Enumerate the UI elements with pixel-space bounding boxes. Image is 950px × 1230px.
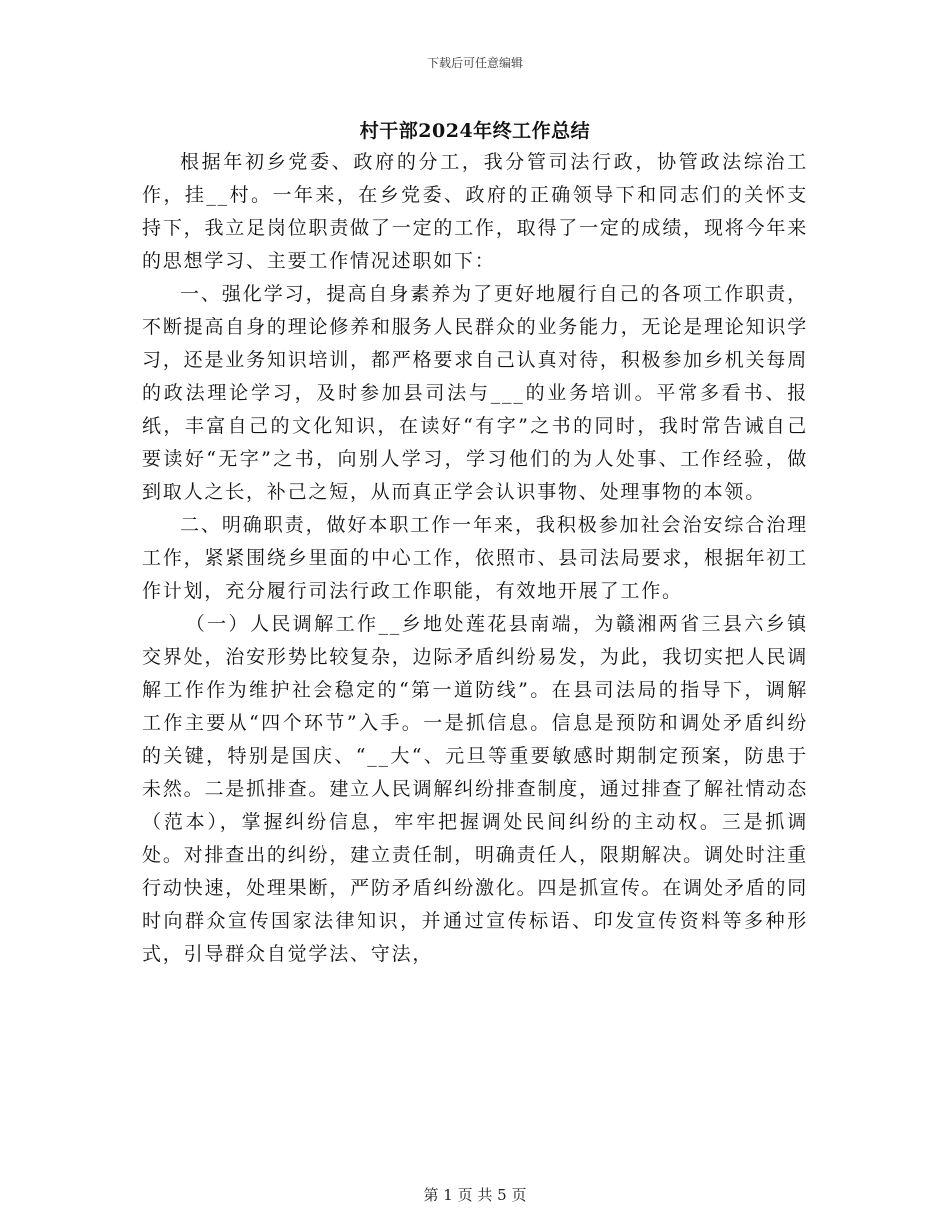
page-header: 下载后可任意编辑 — [426, 56, 523, 70]
paragraph-intro: 根据年初乡党委、政府的分工，我分管司法行政，协管政法综治工作，挂__村。一年来，在乡党委、政府的正确领导下和同志们的关怀支持下，我立足岗位职责做了一定的工作，取得了一定的成绩，现将今年来的思想学习、主要工作情况述职如下： — [142, 151, 808, 272]
document-title: 村干部2024年终工作总结 — [359, 120, 591, 142]
page-footer: 第 1 页 共 5 页 — [423, 1186, 527, 1204]
paragraph-subsection-1: （一）人民调解工作__乡地处莲花县南端，为赣湘两省三县六乡镇交界处，治安形势比较复杂，边际矛盾纠纷易发，为此，我切实把人民调解工作作为维护社会稳定的“第一道防线”。在县司法局的指导下，调解工作主要从“四个环节”入手。一是抓信息。信息是预防和调处矛盾纠纷的关键，特别是国庆、“__大“、元旦等重要敏感时期制定预案，防患于未然。二是抓排查。建立人民调解纠纷排查制度，通过排查了解社情动态（范本），掌握纠纷信息，牢牢把握调处民间纠纷的主动权。三是抓调处。对排查出的纠纷，建立责任制，明确责任人，限期解决。调处时注重行动快速，处理果断，严防矛盾纠纷激化。四是抓宣传。在调处矛盾的同时向群众宣传国家法律知识，并通过宣传标语、印发宣传资料等多种形式，引导群众自觉学法、守法， — [142, 613, 808, 965]
paragraph-section-1: 一、强化学习，提高自身素养为了更好地履行自己的各项工作职责，不断提高自身的理论修养和服务人民群众的业务能力，无论是理论知识学习，还是业务知识培训，都严格要求自己认真对待，积极参加乡机关每周的政法理论学习，及时参加县司法与___的业务培训。平常多看书、报纸，丰富自己的文化知识，在读好“有字”之书的同时，我时常告诫自己要读好“无字”之书，向别人学习，学习他们的为人处事、工作经验，做到取人之长，补己之短，从而真正学会认识事物、处理事物的本领。 — [142, 283, 808, 503]
document-body — [142, 146, 808, 971]
paragraph-section-2: 二、明确职责，做好本职工作一年来，我积极参加社会治安综合治理工作，紧紧围绕乡里面的中心工作，依照市、县司法局要求，根据年初工作计划，充分履行司法行政工作职能，有效地开展了工作。 — [142, 514, 808, 602]
